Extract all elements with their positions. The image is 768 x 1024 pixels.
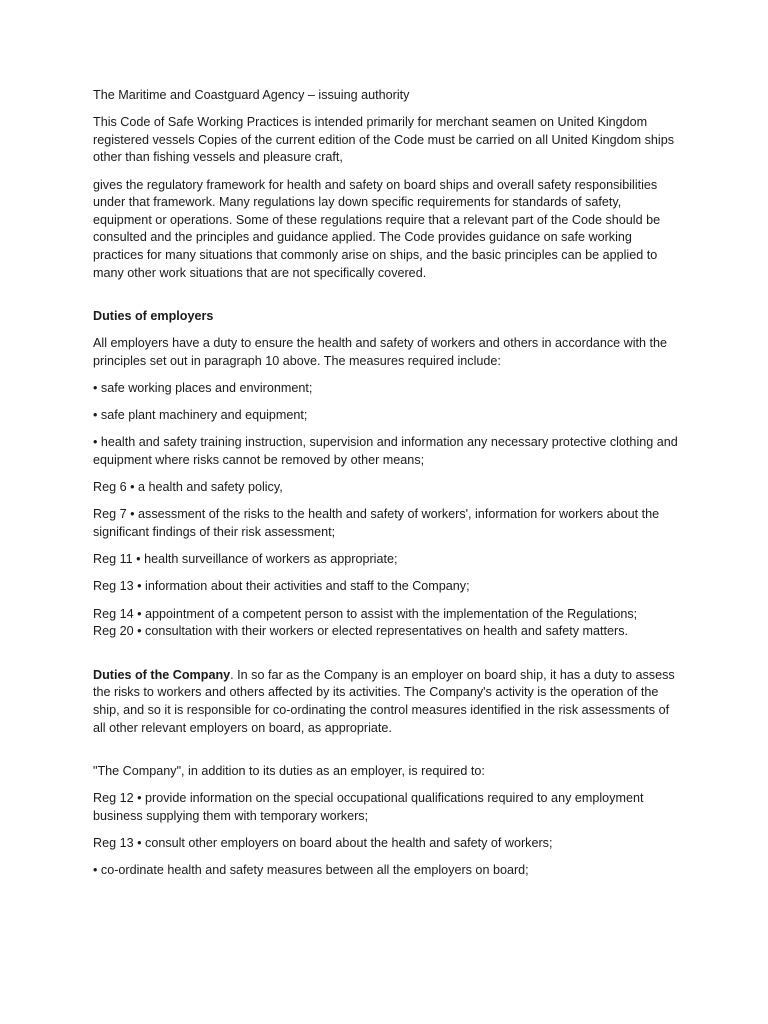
company-list-item: • co-ordinate health and safety measures between all the employers on board;	[93, 863, 529, 878]
employers-list-item: • health and safety training instruction, supervision and information any necessary protective clothing and equipment where risks cannot be removed by other means;	[93, 435, 678, 468]
employers-list-item: Reg 11 • health surveillance of workers as appropriate;	[93, 552, 398, 567]
company-duties-paragraph	[93, 667, 680, 737]
company-list-item: Reg 13 • consult other employers on board about the health and safety of workers;	[93, 836, 553, 851]
company-duties-heading: Duties of the Company	[93, 667, 231, 682]
company-requirements-intro: "The Company", in addition to its duties as an employer, is required to:	[93, 764, 485, 779]
employers-list-item-reg14: Reg 14 • appointment of a competent person to assist with the implementation of the Regulations;	[93, 606, 638, 621]
employers-list-item: • safe plant machinery and equipment;	[93, 408, 308, 423]
employers-list-item-reg20: Reg 20 • consultation with their workers or elected representatives on health and safety matters.	[93, 624, 629, 639]
code-intro-paragraph: This Code of Safe Working Practices is intended primarily for merchant seamen on United Kingdom registered vessels Copies of the current edition of the Code must be carried on all United Kingdom ships other than fishing vessels and pleasure craft,	[93, 115, 675, 165]
issuing-authority-line: The Maritime and Coastguard Agency – issuing authority	[93, 88, 410, 102]
regulatory-framework-paragraph: gives the regulatory framework for health and safety on board ships and overall safety responsibilities under that framework. Many regulations lay down specific requirements for standards of safety, equipment or operations. Some of these regulations require that a relevant part of the Code should be consulted and the principles and guidance applied. The Code provides guidance on safe working practices for many situations that commonly arise on ships, and the basic principles can be applied to many other work situations that are not specifically covered.	[93, 177, 661, 280]
employers-list-item: Reg 6 • a health and safety policy,	[93, 480, 283, 495]
company-list-item: Reg 12 • provide information on the special occupational qualifications required to any employment business supplying them with temporary workers;	[93, 791, 644, 823]
company-duties-body: . In so far as the Company is an employer on board ship, it has a duty to assess the risks to workers and others affected by its activities. The Company's activity is the operation of the ship, and so it is responsible for co-ordinating the control measures identified in the risk assessments of all other relevant employers on board, as appropriate.	[93, 667, 675, 735]
employers-list-item: • safe working places and environment;	[93, 381, 313, 396]
employers-duties-intro: All employers have a duty to ensure the health and safety of workers and others in accordance with the principles set out in paragraph 10 above. The measures required include:	[93, 336, 668, 368]
employers-list-item: Reg 7 • assessment of the risks to the health and safety of workers', information for workers about the significant findings of their risk assessment;	[93, 507, 660, 540]
employers-duties-heading: Duties of employers	[93, 309, 214, 324]
employers-list-item: Reg 13 • information about their activities and staff to the Company;	[93, 579, 470, 594]
